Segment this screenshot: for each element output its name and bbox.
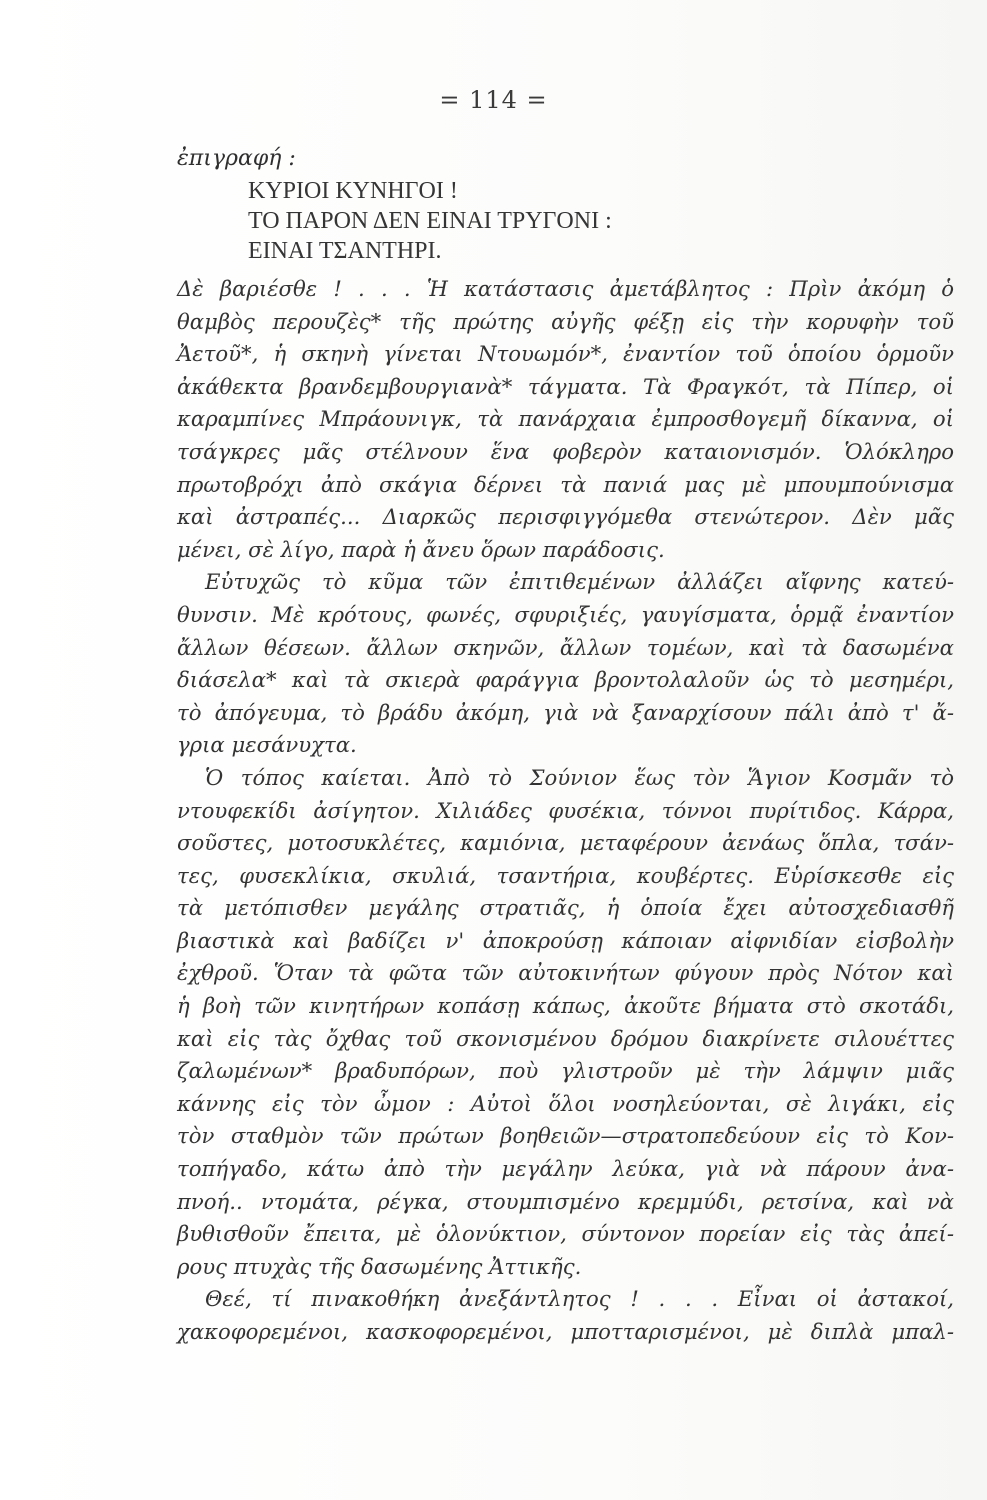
text-line: ἄλλων θέσεων. ἄλλων σκηνῶν, ἄλλων τομέων, καὶ τὰ δασωμένα [177,634,954,660]
text-line: βυθισθοῦν ἔπειτα, μὲ ὁλονύκτιον, σύντονον πορείαν εἰς τὰς ἀπεί- [177,1221,954,1247]
text-line: θυνσιν. Μὲ κρότους, φωνές, σφυριξιές, γαυγίσματα, ὁρμᾷ ἐναντίον [177,601,954,627]
text-line: ἀκάθεκτα βρανδεμβουργιανὰ* τάγματα. Τὰ Φραγκότ, τὰ Πίπερ, οἱ [177,373,954,399]
text-line: τες, φυσεκλίκια, σκυλιά, τσαντήρια, κουβέρτες. Εὑρίσκεσθε εἰς [177,862,954,888]
text-line: Εὐτυχῶς τὸ κῦμα τῶν ἐπιτιθεμένων ἀλλάζει αἴφνης κατεύ- [205,569,954,595]
text-line: τοπήγαδο, κάτω ἀπὸ τὴν μεγάλην λεύκα, γιὰ νὰ πάρουν ἀνα- [177,1156,954,1182]
inscription-label: ἐπιγραφή : [177,146,296,171]
text-line: ντουφεκίδι ἀσίγητον. Χιλιάδες φυσέκια, τόννοι πυρίτιδος. Κάρρα, [177,797,954,823]
text-line: τὰ μετόπισθεν μεγάλης στρατιᾶς, ἡ ὁποία ἔχει αὐτοσχεδιασθῆ [177,895,954,921]
notice-line-1: ΚΥΡΙΟΙ ΚΥΝΗΓΟΙ ! [248,178,458,204]
text-line: διάσελα* καὶ τὰ σκιερὰ φαράγγια βροντολαλοῦν ὡς τὸ μεσημέρι, [177,667,954,693]
text-line: Δὲ βαριέσθε ! . . . Ἡ κατάστασις ἀμετάβλητος : Πρὶν ἀκόμη ὁ [177,276,954,301]
text-line: Ὁ τόπος καίεται. Ἀπὸ τὸ Σούνιον ἕως τὸν Ἅγιον Κοσμᾶν τὸ [205,764,954,790]
text-line: τὸν σταθμὸν τῶν πρώτων βοηθειῶν—στρατοπεδεύουν εἰς τὸ Κον- [177,1123,954,1149]
text-line: ρους πτυχὰς τῆς δασωμένης Ἀττικῆς. [177,1253,582,1279]
notice-line-2: ΤΟ ΠΑΡΟΝ ΔΕΝ ΕΙΝΑΙ ΤΡΥΓΟΝΙ : [248,208,612,234]
text-line: γρια μεσάνυχτα. [177,732,357,758]
text-line: πρωτοβρόχι ἀπὸ σκάγια δέρνει τὰ πανιά μας μὲ μπουμπούνισμα [177,471,954,497]
text-line: ἐχθροῦ. Ὅταν τὰ φῶτα τῶν αὐτοκινήτων φύγουν πρὸς Νότον καὶ [177,960,954,986]
text-line: τσάγκρες μᾶς στέλνουν ἕνα φοβερὸν καταιονισμόν. Ὁλόκληρο [177,438,954,464]
text-line: ἡ βοὴ τῶν κινητήρων κοπάσῃ κάπως, ἀκοῦτε βήματα στὸ σκοτάδι, [177,993,954,1019]
text-line: θαμβὸς περουζὲς* τῆς πρώτης αὐγῆς φέξῃ εἰς τὴν κορυφὴν τοῦ [177,308,954,334]
text-line: σοῦστες, μοτοσυκλέτες, καμιόνια, μεταφέρουν ἀενάως ὅπλα, τσάν- [177,830,954,856]
text-line: πνοή.. ντομάτα, ρέγκα, στουμπισμένο κρεμμύδι, ρετσίνα, καὶ νὰ [177,1188,954,1214]
notice-line-3: ΕΙΝΑΙ ΤΣΑΝΤΗΡΙ. [248,238,442,264]
page-number: = 114 = [439,86,548,114]
text-line: ζαλωμένων* βραδυπόρων, ποὺ γλιστροῦν μὲ τὴν λάμψιν μιᾶς [177,1058,954,1084]
text-line: καὶ εἰς τὰς ὄχθας τοῦ σκονισμένου δρόμου διακρίνετε σιλουέττες [177,1025,954,1051]
text-line: χακοφορεμένοι, κασκοφορεμένοι, μποτταρισμένοι, μὲ διπλὰ μπαλ- [177,1319,954,1344]
text-line: βιαστικὰ καὶ βαδίζει ν' ἀποκρούσῃ κάποιαν αἰφνιδίαν εἰσβολὴν [177,927,954,953]
text-line: τὸ ἀπόγευμα, τὸ βράδυ ἀκόμη, γιὰ νὰ ξαναρχίσουν πάλι ἀπὸ τ' ἄ- [177,699,954,725]
text-line: Θεέ, τί πινακοθήκη ἀνεξάντλητος ! . . . Εἶναι οἱ ἀστακοί, [205,1286,954,1312]
text-line: μένει, σὲ λίγο, παρὰ ἡ ἄνευ ὅρων παράδοσις. [177,536,665,562]
text-line: καὶ ἀστραπές... Διαρκῶς περισφιγγόμεθα στενώτερον. Δὲν μᾶς [177,504,954,530]
text-line: Ἀετοῦ*, ἡ σκηνὴ γίνεται Ντουωμόν*, ἐναντίον τοῦ ὁποίου ὁρμοῦν [177,341,954,367]
text-line: κάννης εἰς τὸν ὦμον : Αὐτοὶ ὅλοι νοσηλεύονται, σὲ λιγάκι, εἰς [177,1090,954,1116]
body-text [177,273,954,1349]
text-line: καραμπίνες Μπράουνιγκ, τὰ πανάρχαια ἐμπροσθογεμῆ δίκαννα, οἱ [177,406,954,432]
